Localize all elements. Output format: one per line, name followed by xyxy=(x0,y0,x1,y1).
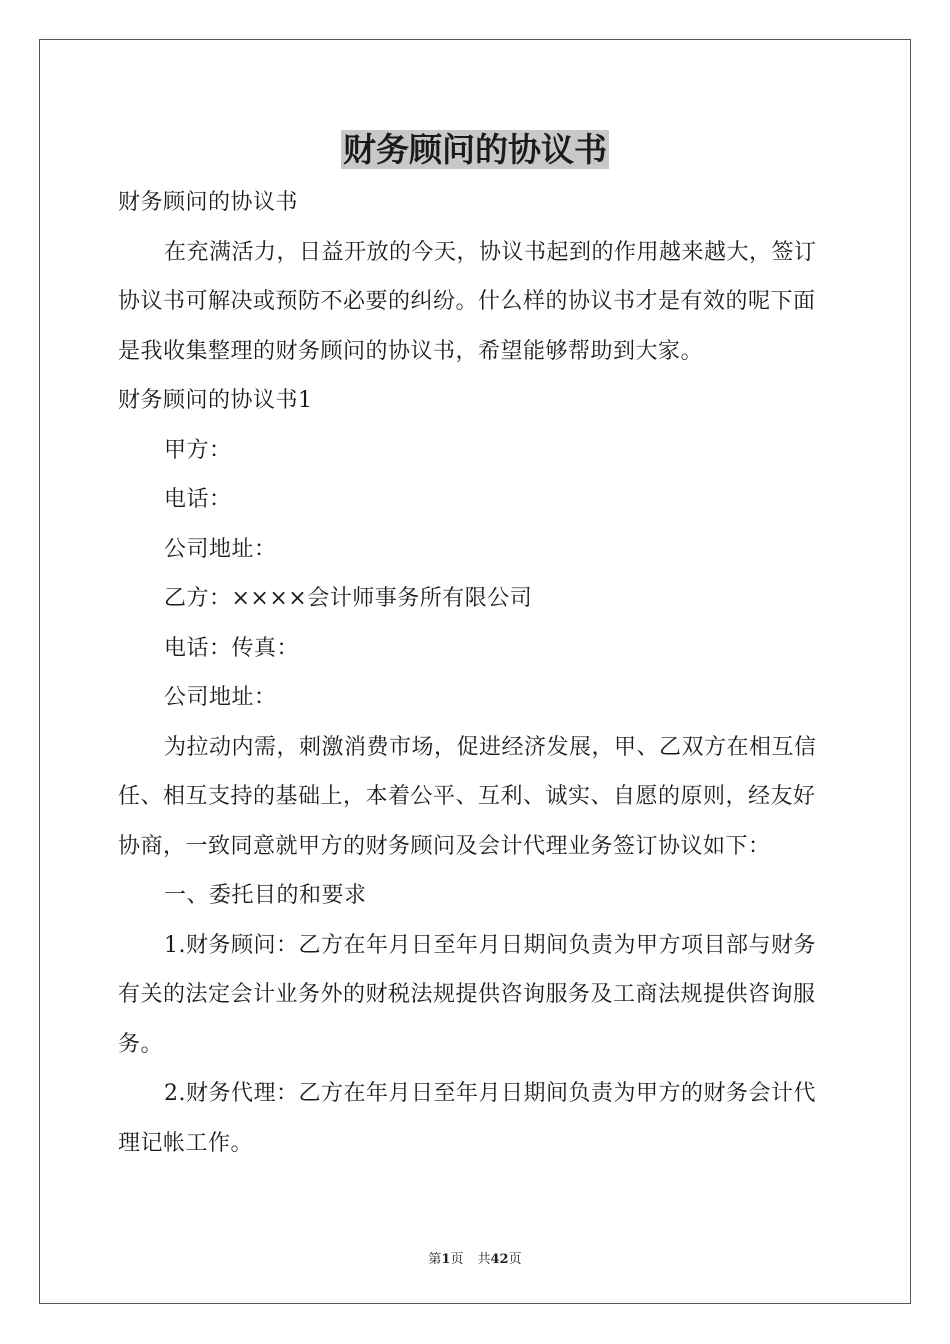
party-b-phone-fax: 电话：传真： xyxy=(164,635,300,661)
page-footer xyxy=(0,1248,950,1267)
party-b-address: 公司地址： xyxy=(164,685,277,710)
page-suffix: 页 xyxy=(450,1252,464,1267)
clause-heading: 一、委托目的和要求 xyxy=(164,883,367,908)
page-current: 1 xyxy=(441,1252,451,1267)
paragraph: 财务顾问的协议书 xyxy=(118,190,299,215)
page-prefix: 第 xyxy=(428,1252,442,1267)
party-a-address: 公司地址： xyxy=(164,536,277,562)
clause-item: 1.财务顾问：乙方在年月日至年月日期间负责为甲方项目部与财务有关的法定会计业务外的财税法规提供咨询服务及工商法规提供咨询服务。 xyxy=(118,932,816,1057)
document-title-text: 财务顾问的协议书 xyxy=(343,130,607,169)
total-suffix: 页 xyxy=(508,1252,522,1267)
party-a-label: 甲方： xyxy=(164,437,232,463)
paragraph: 在充满活力，日益开放的今天，协议书起到的作用越来越大，签订协议书可解决或预防不必要的纠纷。什么样的协议书才是有效的呢下面是我收集整理的财务顾问的协议书，希望能够帮助到大家。 xyxy=(118,239,817,364)
clause-item: 2.财务代理：乙方在年月日至年月日期间负责为甲方的财务会计代理记帐工作。 xyxy=(118,1081,816,1156)
page-total: 42 xyxy=(490,1252,509,1267)
document-title xyxy=(0,128,950,172)
paragraph: 为拉动内需，刺激消费市场，促进经济发展，甲、乙双方在相互信任、相互支持的基础上，本着公平、互利、诚实、自愿的原则，经友好协商，一致同意就甲方的财务顾问及会计代理业务签订协议如下： xyxy=(118,734,817,859)
document-body xyxy=(118,178,834,1168)
party-a-phone: 电话： xyxy=(164,487,232,512)
section-heading: 财务顾问的协议书1 xyxy=(118,388,313,413)
total-prefix: 共 xyxy=(477,1252,491,1267)
party-b-label: 乙方：××××会计师事务所有限公司 xyxy=(164,586,533,611)
